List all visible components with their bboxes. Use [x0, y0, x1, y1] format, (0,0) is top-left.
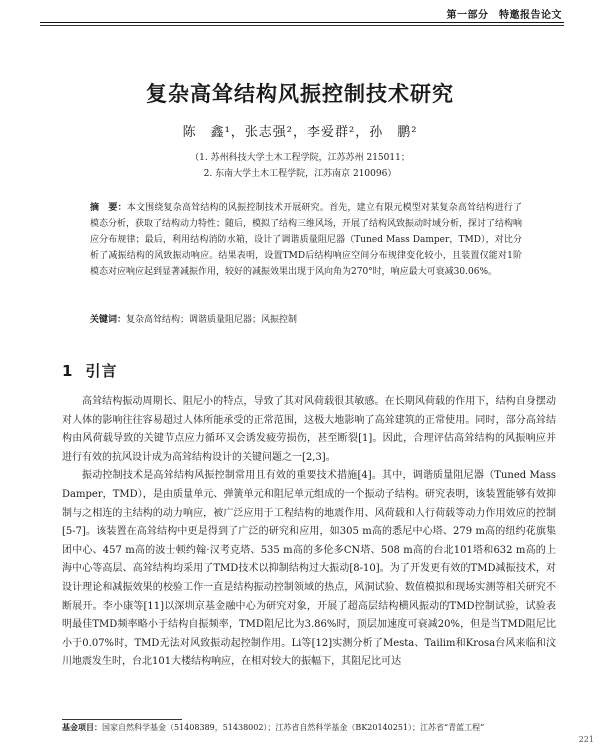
paragraph: 振动控制技术是高耸结构风振控制常用且有效的重要技术措施[4]。其中，调谐质量阻尼器（Tuned Mass Damper，TMD），是由质量单元、弹簧单元和阻尼单元组成的一个振动子结构。研究表明，该装置能够有效抑制与之相连的主结构的动力响应，被广泛应用于工程结构的地震作用、风荷载和人行荷载等动力作用效应的控制[5-7]。该装置在高耸结构中更是得到了广泛的研究和应用，如305 m高的悉尼中心塔、279 m高的纽约花旗集团中心、457 m高的波士顿约翰·汉考克塔、535 m高的多伦多CN塔、508 m高的台北101塔和632 m高的上海中心等高层、高耸结构均采用了TMD技术以抑制结构过大振动[8-10]。为了开发更有效的TMD减振技术，对设计理论和减振效果的校验工作一直是结构振动控制领域的热点，风洞试验、数值模拟和现场实测等相关研究不断展开。李小康等[11]以深圳京基金融中心为研究对象，开展了超高层结构横风振动的TMD控制试验，试验表明最佳TMD频率略小于结构自振频率，TMD阻尼比为3.86%时，顶层加速度可衰减20%，但是当TMD阻尼比小于0.07%时，TMD无法对风致振动起控制作用。Li等[12]实测分析了Mesta、Tailim和Krosa台风来临和汶川地震发生时，台北101大楼结构响应，在相对较大的振幅下，其阻尼比可达 [62, 470, 556, 668]
paper-title: 复杂高耸结构风振控制技术研究 [146, 82, 454, 106]
keywords-text: 复杂高耸结构；调谐质量阻尼器；风振控制 [126, 315, 298, 325]
section-heading [62, 360, 117, 381]
section-number: 1 [62, 362, 74, 380]
paragraph: 高耸结构振动周期长、阻尼小的特点，导致了其对风荷载很其敏感。在长期风荷载的作用下，结构自身摆动对人体的影响往往容易超过人体所能承受的正常范围，这极大地影响了高耸建筑的正常使用。同时，部分高耸结构由风荷载导致的关键节点应力循环又会诱发疲劳损伤，甚至断裂[1]。因此，合理评估高耸结构的风振响应并进行有效的抗风设计成为高耸结构设计的关键问题之一[2,3]。 [62, 396, 556, 463]
footnote-label: 基金项目： [62, 722, 102, 732]
affiliation-1: （1. 苏州科技大学土木工程学院，江苏苏州 215011； [190, 153, 410, 163]
abstract-label: 摘 要： [90, 203, 127, 213]
keywords [90, 312, 522, 325]
affiliation-2: 2. 东南大学土木工程学院，江苏南京 210096） [203, 169, 397, 179]
funding-footnote [62, 722, 562, 733]
author-list: 陈 鑫¹，张志强²，李爱群²，孙 鹏² [182, 125, 418, 140]
page-number: 221 [578, 735, 594, 744]
keywords-label: 关键词： [90, 315, 127, 325]
abstract-text: 本文围绕复杂高耸结构的风振控制技术开展研究。首先，建立有限元模型对某复杂高耸结构进行了模态分析，获取了结构动力特性；随后，模拟了结构三维风场，开展了结构风致振动时域分析，探讨了结构响应分布规律；最后，利用结构消防水箱，设计了调谐质量阻尼器（Tuned Mass Damper，TMD），对比分析了减振结构的风致振动响应。结果表明，设置TMD后结构响应空间分布规律变化较小，且装置仅能对1阶模态对应响应起到显著减振作用，较好的减振效果出现于风向角为270°时，响应最大可衰减30.06%。 [90, 203, 523, 277]
section-title: 引言 [85, 362, 118, 380]
body-text [62, 393, 556, 672]
abstract [90, 200, 522, 280]
footnote-rule [62, 719, 182, 720]
header-rule [40, 22, 564, 23]
running-header: 第一部分 特邀报告论文 [446, 10, 562, 21]
footnote-text: 国家自然科学基金（51408389，51438002）；江苏省自然科学基金（BK20140251）；江苏省“青蓝工程” [102, 723, 485, 732]
header-rule-thin [40, 25, 564, 26]
